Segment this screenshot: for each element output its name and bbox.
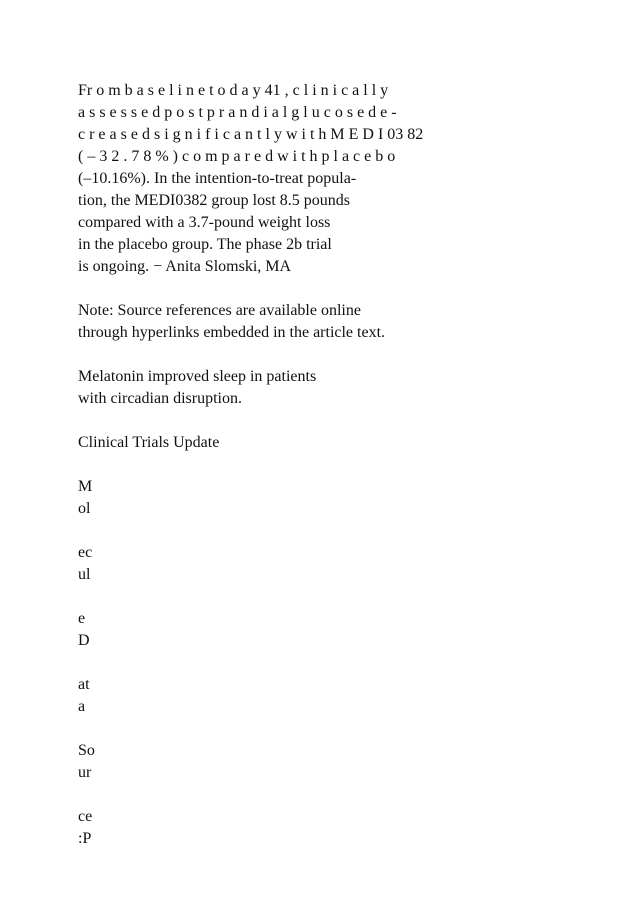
fragment-10: ur xyxy=(78,764,92,781)
fragment-12: :P xyxy=(78,830,92,847)
fragment-7: at xyxy=(78,676,90,693)
article-line-8: in the placebo group. The phase 2b trial xyxy=(78,236,332,253)
fragment-3: ec xyxy=(78,544,93,561)
article-line-6: tion, the MEDI0382 group lost 8.5 pounds xyxy=(78,192,350,209)
fragment-11: ce xyxy=(78,808,93,825)
article-line-2: a s s e s s e d p o s t p r a n d i a l g l u c o s e d e - xyxy=(78,104,397,121)
fragment-4: ul xyxy=(78,566,91,583)
melatonin-line-2: with circadian disruption. xyxy=(78,390,242,407)
fragment-1: M xyxy=(78,478,93,495)
article-line-7: compared with a 3.7-pound weight loss xyxy=(78,214,331,231)
fragment-8: a xyxy=(78,698,86,715)
section-title: Clinical Trials Update xyxy=(78,434,220,451)
fragment-5: e xyxy=(78,610,86,627)
fragment-6: D xyxy=(78,632,90,649)
article-line-3: c r e a s e d s i g n i f i c a n t l y w i t h M E D I 03 82 xyxy=(78,126,424,143)
article-line-5: (–10.16%). In the intention-to-treat popula- xyxy=(78,170,357,187)
note-line-2: through hyperlinks embedded in the article text. xyxy=(78,324,386,341)
melatonin-line-1: Melatonin improved sleep in patients xyxy=(78,368,317,385)
note-line-1: Note: Source references are available online xyxy=(78,302,361,319)
fragment-9: So xyxy=(78,742,95,759)
article-line-9: is ongoing. − Anita Slomski, MA xyxy=(78,258,292,275)
fragment-2: ol xyxy=(78,500,91,517)
article-line-1: Fr o m b a s e l i n e t o d a y 41 , c l i n i c a l l y xyxy=(78,82,389,99)
article-line-4: ( – 3 2 . 7 8 % ) c o m p a r e d w i t h p l a c e b o xyxy=(78,148,396,165)
